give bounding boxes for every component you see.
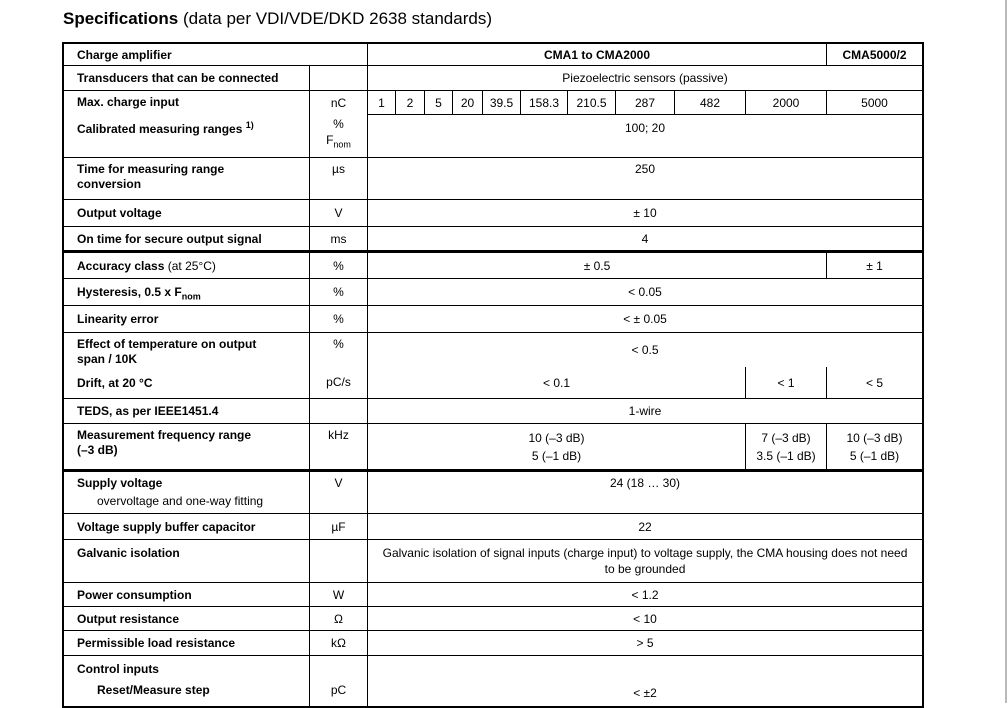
galvanic-value: Galvanic isolation of signal inputs (charge input) to voltage supply, the CMA housing does not need to be grounded	[382, 546, 908, 576]
on-time-label: On time for secure output signal	[64, 227, 310, 250]
temperature-drift-values	[368, 333, 922, 398]
temperature-drift-unit	[310, 333, 368, 398]
frequency-value-2000: 7 (–3 dB) 3.5 (–1 dB)	[746, 424, 827, 469]
charge-input-unit-percent: %	[333, 117, 344, 131]
table-row-charge-input	[64, 91, 922, 158]
drift-value-5000: < 5	[865, 375, 883, 390]
table-row-time-conversion	[64, 158, 922, 200]
table-row-power	[64, 583, 922, 607]
page-title	[63, 9, 492, 29]
charge-input-unit-fnom: $F_{nom}$	[326, 133, 351, 150]
accuracy-value-main: ± 0.5	[368, 253, 827, 278]
table-row-galvanic	[64, 540, 922, 583]
hysteresis-unit: %	[310, 279, 368, 305]
accuracy-value-5000: ± 1	[866, 258, 883, 273]
charge-input-unit	[310, 91, 368, 157]
supply-voltage-unit: V	[310, 472, 368, 513]
power-label: Power consumption	[64, 583, 310, 606]
charge-input-values	[368, 91, 922, 157]
drift-value-strip	[368, 367, 922, 398]
control-inputs-unit: pC	[310, 656, 368, 708]
teds-unit	[310, 399, 368, 423]
load-resistance-value: > 5	[636, 636, 654, 650]
galvanic-label: Galvanic isolation	[64, 540, 310, 582]
reset-measure-step-label: Reset/Measure step	[97, 683, 210, 697]
page-right-edge	[1005, 0, 1007, 703]
charge-value-cell: 210.5	[568, 91, 616, 114]
time-conversion-label: Time for measuring range conversion	[64, 158, 310, 199]
accuracy-unit: %	[310, 253, 368, 278]
drift-value-main: < 0.1	[368, 367, 746, 398]
frequency-label: Measurement frequency range (–3 dB)	[64, 424, 310, 469]
supply-voltage-sublabel: overvoltage and one-way fitting	[97, 494, 264, 508]
output-resistance-value: < 10	[633, 611, 657, 626]
accuracy-label: Accuracy class (at 25°C)	[64, 253, 310, 278]
charge-value-cell: 5000	[861, 95, 888, 110]
time-conversion-unit: µs	[310, 158, 368, 199]
load-resistance-unit: kΩ	[310, 631, 368, 655]
table-row-output-voltage	[64, 200, 922, 227]
header-cma1-cma2000: CMA1 to CMA2000	[368, 44, 827, 65]
teds-label: TEDS, as per IEEE1451.4	[64, 399, 310, 423]
table-row-load-resistance	[64, 631, 922, 656]
page-title-bold: Specifications	[63, 9, 179, 28]
hysteresis-label: Hysteresis, 0.5 x $F_{nom}$	[64, 279, 310, 305]
charge-value-cell: 2	[396, 91, 425, 114]
charge-value-cell: 20	[453, 91, 483, 114]
transducers-label: Transducers that can be connected	[64, 66, 310, 90]
temperature-unit: %	[333, 337, 344, 351]
drift-label: Drift, at 20 °C	[77, 376, 153, 390]
page-title-note: (data per VDI/VDE/DKD 2638 standards)	[183, 9, 492, 28]
linearity-unit: %	[310, 306, 368, 332]
table-row-transducers	[64, 66, 922, 91]
table-row-temperature-drift	[64, 333, 922, 399]
charge-input-label-bottom: Calibrated measuring ranges $^{1)}$	[77, 120, 254, 136]
table-row-output-resistance	[64, 607, 922, 631]
charge-value-cell: 2000	[746, 91, 827, 114]
linearity-value: < ± 0.05	[623, 312, 667, 326]
output-resistance-unit: Ω	[310, 607, 368, 630]
hysteresis-value: < 0.05	[628, 285, 662, 299]
transducers-value: Piezoelectric sensors (passive)	[562, 71, 728, 85]
frequency-value-main: 10 (–3 dB) 5 (–1 dB)	[368, 424, 746, 469]
charge-value-cell: 482	[675, 91, 746, 114]
table-row-accuracy	[64, 253, 922, 279]
charge-input-label	[64, 91, 310, 157]
charge-value-cell: 1	[368, 91, 396, 114]
table-row-header	[64, 44, 922, 66]
output-voltage-label: Output voltage	[64, 200, 310, 226]
accuracy-label-note: (at 25°C)	[167, 258, 216, 273]
header-charge-amplifier: Charge amplifier	[64, 44, 368, 65]
table-row-supply-voltage	[64, 472, 922, 514]
output-voltage-value: ± 10	[633, 206, 657, 220]
buffer-capacitor-label: Voltage supply buffer capacitor	[64, 514, 310, 539]
drift-unit: pC/s	[326, 375, 351, 389]
galvanic-unit	[310, 540, 368, 582]
specifications-table	[62, 42, 924, 708]
supply-voltage-label: Supply voltage overvoltage and one-way fitting	[64, 472, 310, 513]
charge-value-cell: 287	[616, 91, 675, 114]
output-voltage-unit: V	[310, 200, 368, 226]
table-row-on-time	[64, 227, 922, 253]
power-unit: W	[310, 583, 368, 606]
control-inputs-label: Control inputs Reset/Measure step	[64, 656, 310, 708]
charge-input-unit-nc: nC	[330, 96, 347, 110]
transducers-unit	[310, 66, 368, 90]
control-inputs-value: < ±2	[633, 686, 657, 700]
on-time-value: 4	[641, 231, 649, 246]
header-cma5000: CMA5000/2	[842, 47, 907, 62]
buffer-capacitor-value: 22	[638, 519, 652, 534]
table-row-linearity	[64, 306, 922, 333]
charge-value-cell: 158.3	[521, 91, 568, 114]
load-resistance-label: Permissible load resistance	[64, 631, 310, 655]
buffer-capacitor-unit: µF	[310, 514, 368, 539]
table-row-frequency	[64, 424, 922, 472]
output-resistance-label: Output resistance	[64, 607, 310, 630]
drift-value-2000: < 1	[746, 367, 827, 398]
temperature-drift-label: Effect of temperature on output span / 10K Drift, at 20 °C	[64, 333, 310, 398]
table-row-buffer-capacitor	[64, 514, 922, 540]
teds-value: 1-wire	[628, 404, 662, 418]
time-conversion-value: 250	[634, 162, 656, 176]
temperature-value: < 0.5	[631, 343, 659, 357]
charge-input-label-top: Max. charge input	[77, 95, 180, 109]
on-time-unit: ms	[310, 227, 368, 250]
charge-input-value-strip	[368, 91, 922, 115]
table-row-hysteresis	[64, 279, 922, 306]
calibrated-ranges-value: 100; 20	[624, 121, 666, 135]
table-row-control-inputs	[64, 656, 922, 708]
charge-value-cell: 39.5	[483, 91, 521, 114]
supply-voltage-value: 24 (18 … 30)	[609, 476, 681, 490]
frequency-value-5000: 10 (–3 dB) 5 (–1 dB)	[846, 430, 903, 463]
charge-value-cell: 5	[425, 91, 453, 114]
footnote-marker: 1)	[245, 120, 254, 130]
linearity-label: Linearity error	[64, 306, 310, 332]
power-value: < 1.2	[631, 587, 659, 602]
table-row-teds	[64, 399, 922, 424]
frequency-unit: kHz	[310, 424, 368, 469]
